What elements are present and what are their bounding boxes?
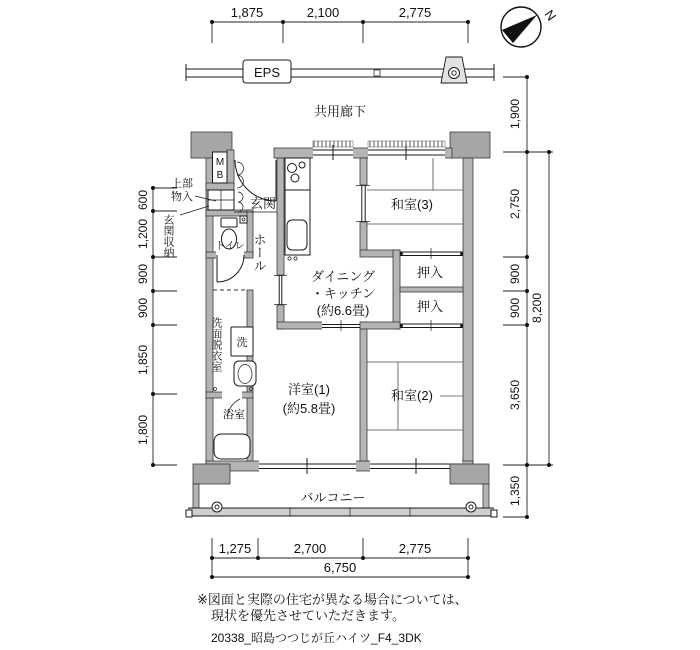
dim-top-1: 1,875 (230, 5, 264, 20)
dim-right-4: 900 (508, 297, 522, 319)
north-compass (501, 7, 559, 47)
corridor-label: 共用廊下 (313, 104, 367, 119)
wash-basin-icon (234, 361, 256, 386)
eps-label: EPS (253, 65, 281, 80)
balcony-railing (188, 508, 494, 516)
dim-right-2: 2,750 (508, 188, 522, 220)
north-label: N (541, 7, 560, 24)
dim-bottom-2: 2,700 (293, 541, 327, 556)
toilet-door-arc (217, 255, 244, 282)
dim-bottom-total: 6,750 (323, 560, 357, 575)
kitchen-sink-icon (287, 220, 307, 250)
mb-label-m: M (215, 157, 225, 168)
common-corridor (186, 57, 494, 119)
dim-left-1: 600 (136, 189, 150, 211)
plan-footer-id: 20338_昭島つつじが丘ハイツ_F4_3DK (211, 631, 422, 645)
senmen-label: 洗面脱衣室 (210, 317, 222, 372)
dim-top-3: 2,775 (398, 5, 432, 20)
right-dimension-chain (503, 75, 553, 519)
dim-right-3: 900 (508, 263, 522, 285)
balcony-drain-icon (466, 502, 476, 512)
mb-label-b: B (216, 170, 224, 181)
stove-burner-icon (288, 164, 297, 173)
genkan-storage-label: 玄関収納 (162, 214, 174, 258)
hall-label: ホール (251, 233, 267, 272)
dim-left-3: 900 (136, 263, 150, 285)
dim-right-5: 3,650 (508, 379, 522, 411)
dim-right-1: 1,900 (508, 98, 522, 130)
washitsu3-label: 和室(3) (391, 197, 433, 212)
oshiire-label-2: 押入 (416, 299, 444, 314)
washitsu2-label: 和室(2) (391, 388, 433, 403)
stove-burner-icon (299, 162, 305, 168)
dim-right-total: 8,200 (530, 292, 544, 324)
dk-label-3: (約6.6畳) (316, 303, 370, 318)
yoshitsu1-label-2: (約5.8畳) (282, 401, 336, 416)
drain-pipe-icon (441, 57, 467, 83)
dim-top-2: 2,100 (306, 5, 340, 20)
bathroom-label: 浴室 (223, 409, 245, 421)
yoshitsu1-label-1: 洋室(1) (288, 382, 330, 397)
upper-storage-label-2: 物入 (171, 191, 193, 203)
note-line-1: ※図面と実際の住宅が異なる場合については、 (197, 592, 468, 607)
dim-left-5: 1,850 (136, 344, 150, 376)
oshiire-label-1: 押入 (416, 265, 444, 280)
notes (197, 592, 468, 645)
dim-bottom-3: 2,775 (398, 541, 432, 556)
entrance-door-arc (235, 160, 276, 201)
upper-storage-label-1: 上部 (171, 178, 193, 190)
toilet-label: トイレ (215, 241, 245, 252)
bottom-dimension-chain (210, 538, 470, 579)
genkan-label: 玄関 (249, 196, 277, 211)
stove-burner-icon (291, 174, 299, 182)
dk-label-1: ダイニング (311, 269, 375, 284)
dim-bottom-1: 1,275 (218, 541, 252, 556)
kitchen-counter (285, 158, 310, 260)
bathtub-icon (214, 434, 250, 459)
top-dimension-chain (210, 5, 470, 43)
note-line-2: 現状を優先させていただきます。 (211, 608, 405, 623)
balcony-drain-icon (212, 502, 222, 512)
dim-left-4: 900 (136, 297, 150, 319)
washer-label: 洗 (236, 337, 248, 349)
dim-right-6: 1,350 (508, 475, 522, 507)
dk-label-2: ・キッチン (310, 286, 376, 301)
storage-door-icon (238, 192, 243, 212)
dim-left-2: 1,200 (136, 218, 150, 250)
dim-left-6: 1,800 (136, 414, 150, 446)
balcony-label: バルコニー (300, 490, 366, 505)
